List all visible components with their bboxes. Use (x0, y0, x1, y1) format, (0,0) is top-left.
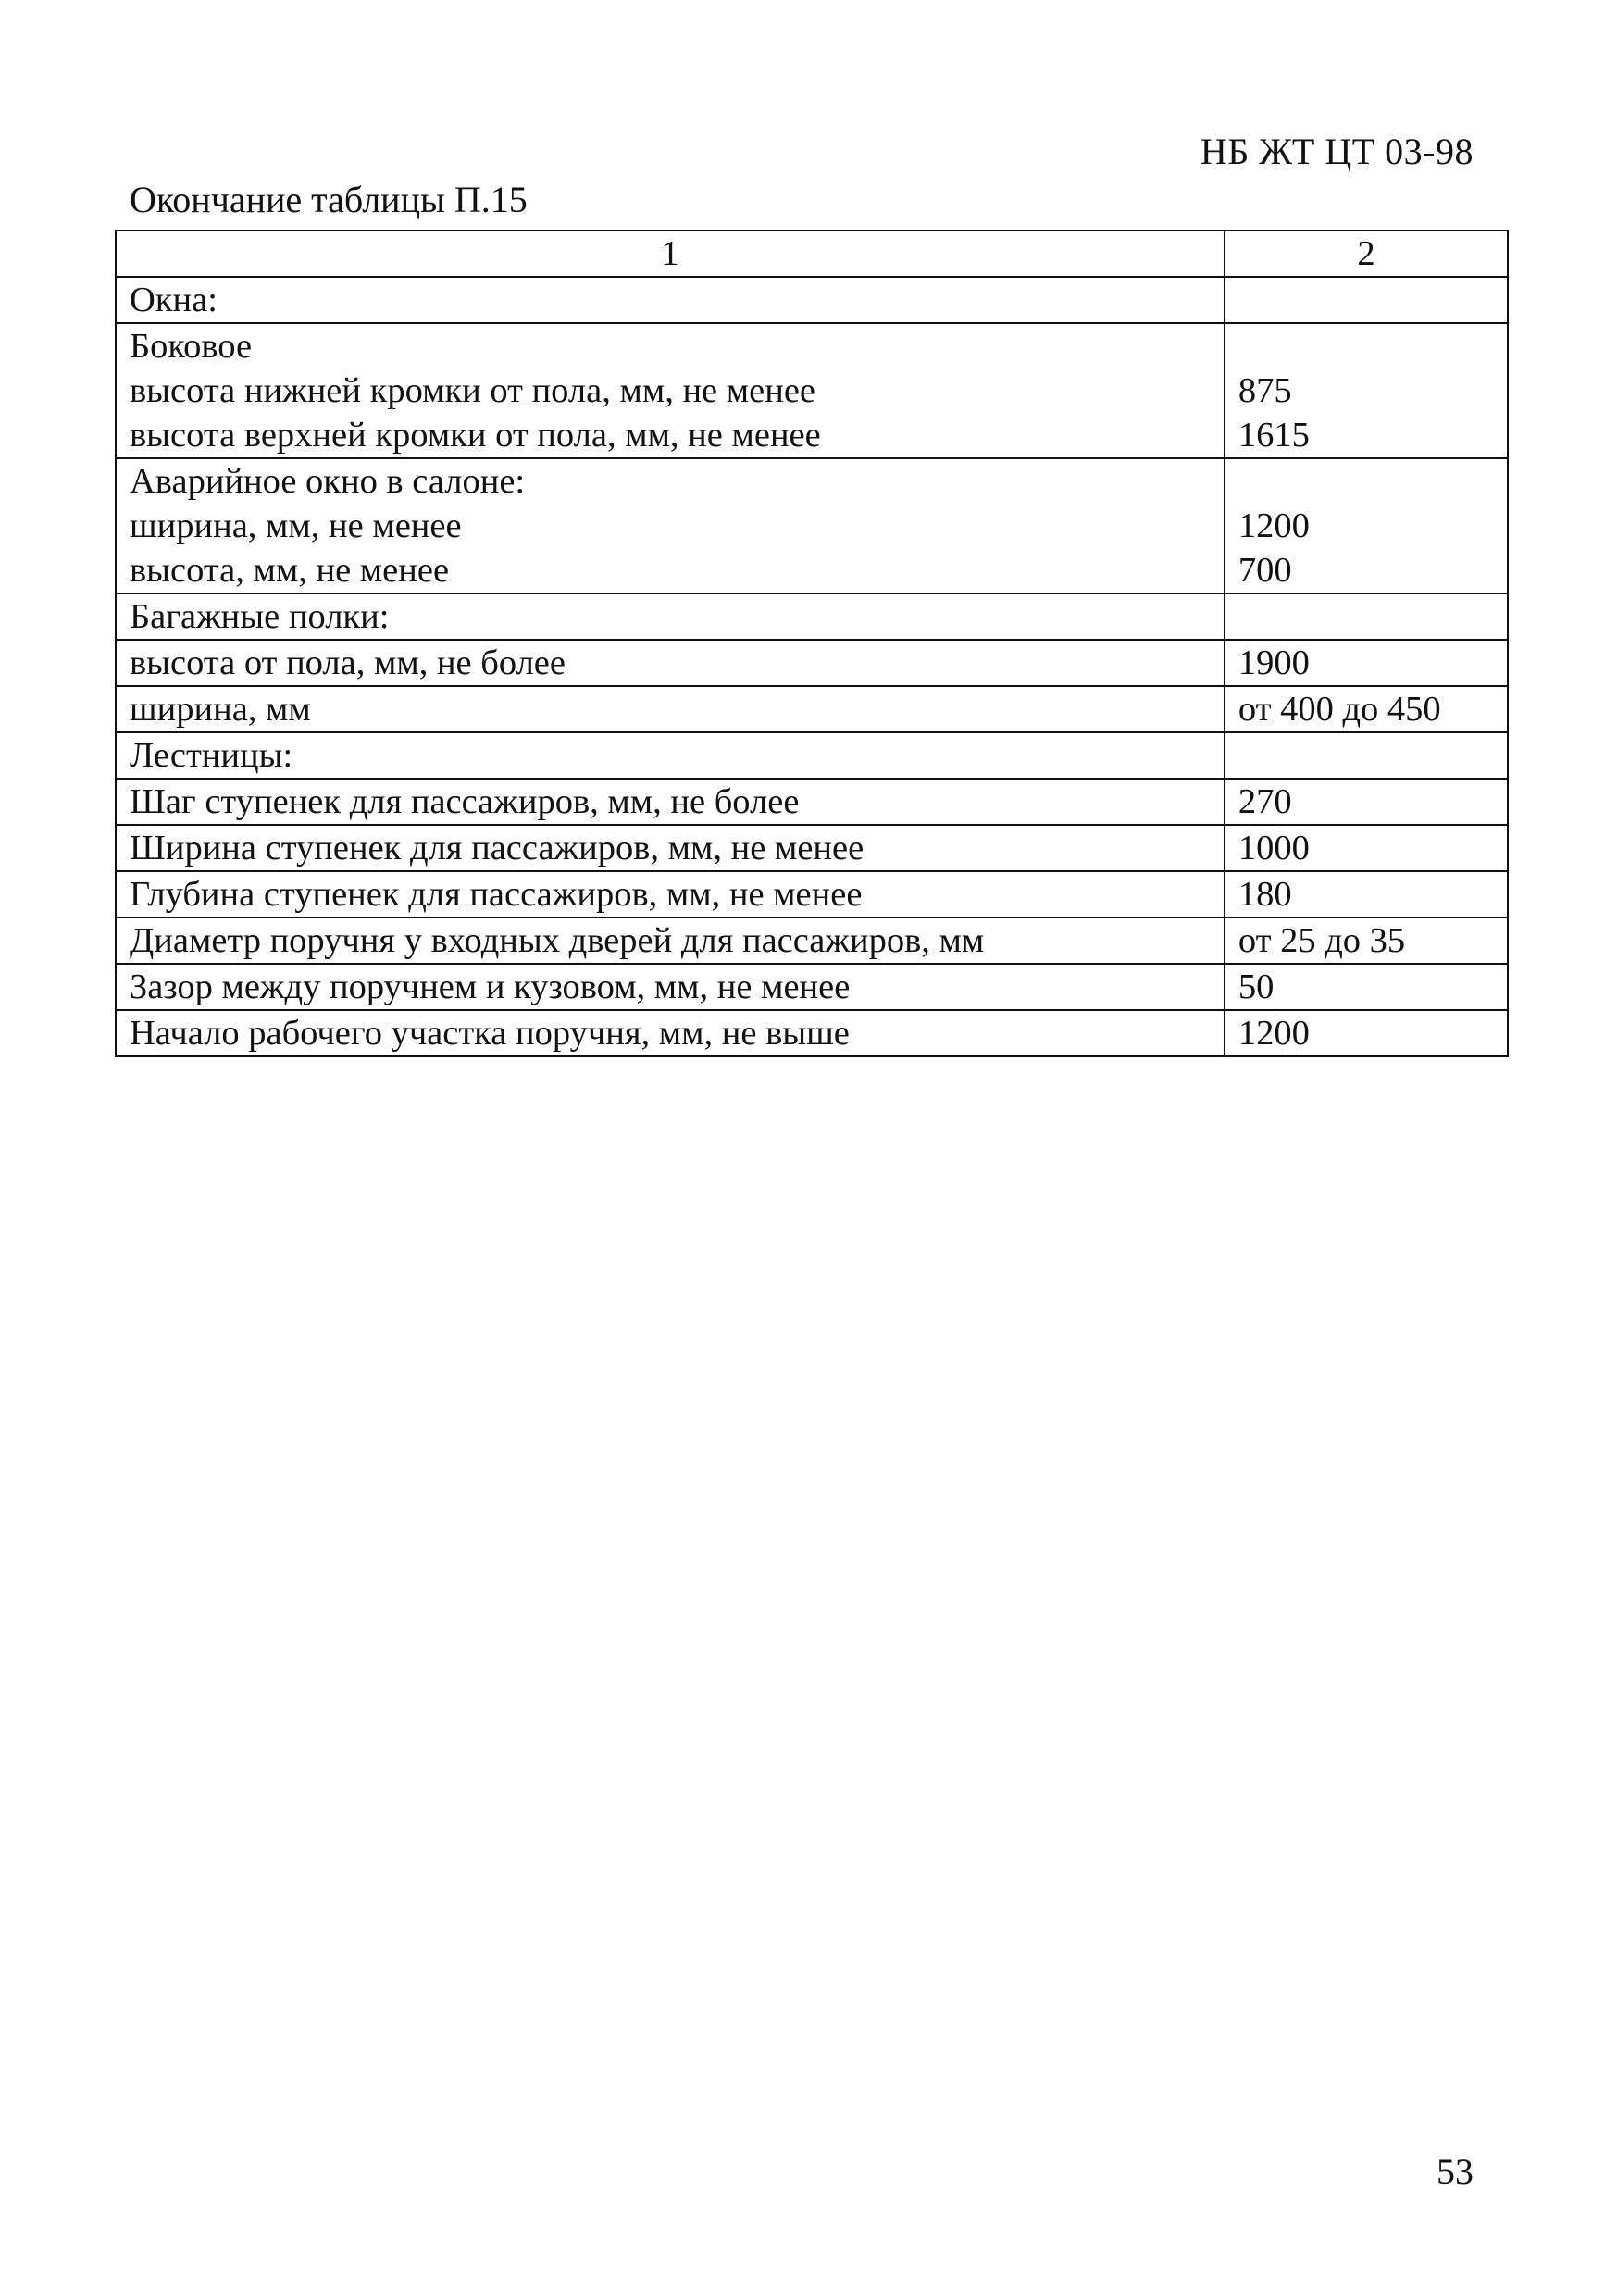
parameter-cell (116, 640, 1225, 686)
value-line (1238, 733, 1494, 778)
parameter-cell (116, 458, 1225, 593)
value-line (1238, 594, 1494, 639)
parameter-line: ширина, мм (130, 690, 311, 729)
value-line: 1200 (1238, 506, 1310, 545)
parameter-cell (116, 323, 1225, 458)
parameter-line: высота от пола, мм, не более (130, 643, 566, 682)
table-row (116, 458, 1508, 593)
value-line (1238, 278, 1494, 322)
parameter-cell (116, 277, 1225, 323)
value-cell (1225, 323, 1508, 458)
parameter-line: высота, мм, не менее (130, 551, 450, 590)
parameter-line: высота нижней кромки от пола, мм, не менее (130, 371, 815, 410)
value-line: 875 (1238, 371, 1292, 410)
table-row (116, 277, 1508, 323)
parameter-line: Лестницы: (130, 736, 293, 775)
parameter-line: высота верхней кромки от пола, мм, не менее (130, 416, 821, 455)
value-line: 1000 (1238, 829, 1310, 867)
value-cell (1225, 964, 1508, 1010)
table-row (116, 686, 1508, 732)
value-line: 50 (1238, 967, 1275, 1006)
parameter-cell (116, 732, 1225, 779)
value-cell (1225, 732, 1508, 779)
parameter-line: Аварийное окно в салоне: (130, 462, 526, 501)
table-row (116, 732, 1508, 779)
value-cell (1225, 686, 1508, 732)
parameter-line: Ширина ступенек для пассажиров, мм, не менее (130, 829, 864, 867)
value-line: 270 (1238, 782, 1292, 821)
value-cell (1225, 825, 1508, 871)
table-row (116, 779, 1508, 825)
parameter-cell (116, 964, 1225, 1010)
page-number: 53 (1437, 2151, 1474, 2192)
table-row (116, 825, 1508, 871)
parameter-cell (116, 917, 1225, 964)
table-row (116, 917, 1508, 964)
value-line: 180 (1238, 875, 1292, 914)
spec-table (115, 230, 1509, 1057)
value-cell (1225, 1010, 1508, 1056)
value-line: 1200 (1238, 1014, 1310, 1053)
value-line: от 25 до 35 (1238, 921, 1406, 960)
parameter-cell (116, 1010, 1225, 1056)
parameter-line: Окна: (130, 281, 218, 319)
column-header-2: 2 (1225, 231, 1508, 277)
value-cell (1225, 593, 1508, 640)
value-cell (1225, 458, 1508, 593)
value-line: 1615 (1238, 416, 1310, 455)
value-cell (1225, 640, 1508, 686)
value-line (1238, 459, 1494, 504)
table-row (116, 1010, 1508, 1056)
value-line (1238, 324, 1494, 368)
parameter-line: ширина, мм, не менее (130, 506, 462, 545)
value-cell (1225, 779, 1508, 825)
parameter-cell (116, 593, 1225, 640)
parameter-cell (116, 871, 1225, 917)
value-cell (1225, 277, 1508, 323)
parameter-cell (116, 779, 1225, 825)
table-row (116, 964, 1508, 1010)
table-row (116, 640, 1508, 686)
value-cell (1225, 917, 1508, 964)
parameter-line: Начало рабочего участка поручня, мм, не выше (130, 1014, 850, 1053)
table-row (116, 871, 1508, 917)
parameter-cell (116, 686, 1225, 732)
parameter-line: Диаметр поручня у входных дверей для пассажиров, мм (130, 921, 985, 960)
table-header-row (116, 231, 1508, 277)
parameter-line: Шаг ступенек для пассажиров, мм, не более (130, 782, 800, 821)
table-caption: Окончание таблицы П.15 (130, 179, 528, 220)
parameter-line: Багажные полки: (130, 597, 390, 636)
table-row (116, 323, 1508, 458)
parameter-line: Глубина ступенек для пассажиров, мм, не менее (130, 875, 863, 914)
value-line: 1900 (1238, 643, 1310, 682)
document-code: НБ ЖТ ЦТ 03-98 (1200, 131, 1474, 172)
parameter-line: Зазор между поручнем и кузовом, мм, не менее (130, 967, 851, 1006)
column-header-1: 1 (116, 231, 1225, 277)
value-cell (1225, 871, 1508, 917)
parameter-cell (116, 825, 1225, 871)
table-row (116, 593, 1508, 640)
parameter-line: Боковое (130, 327, 253, 366)
value-line: от 400 до 450 (1238, 690, 1441, 729)
value-line: 700 (1238, 551, 1292, 590)
